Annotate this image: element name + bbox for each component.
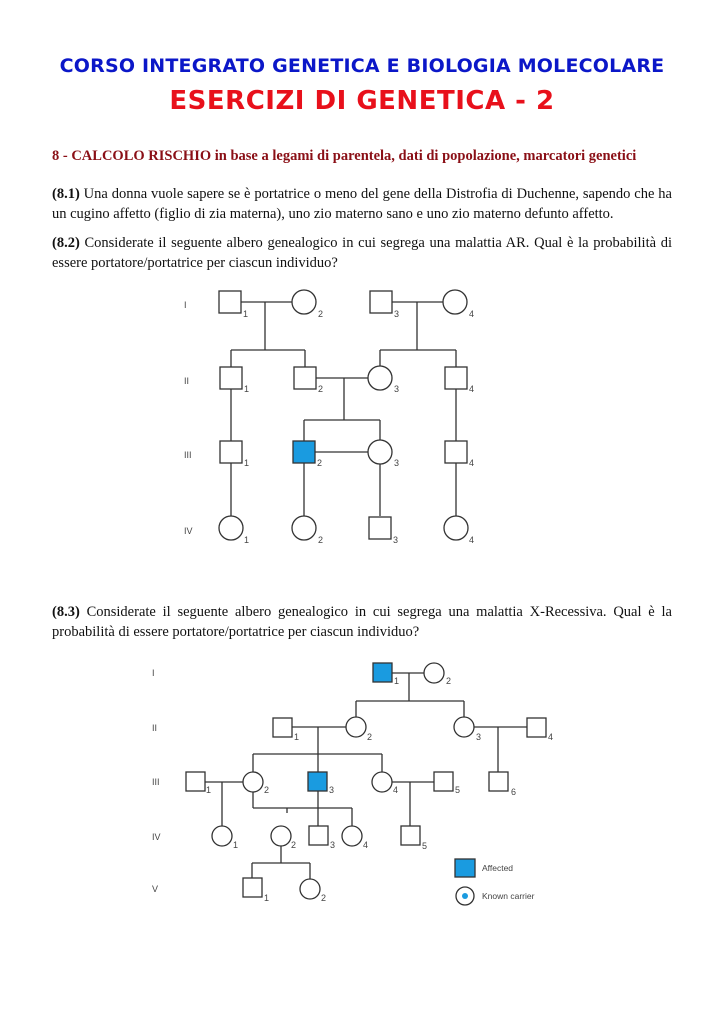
- individual-number: 3: [476, 732, 482, 742]
- pedigree-female: [424, 663, 444, 683]
- pedigree-male: [309, 826, 328, 845]
- legend-carrier-label: Known carrier: [482, 891, 535, 901]
- pedigree-male: [243, 878, 262, 897]
- individual-number: 3: [393, 535, 399, 545]
- individual-number: 3: [330, 840, 336, 850]
- legend-affected-label: Affected: [482, 863, 514, 873]
- exercise-text: Considerate il seguente albero genealogico in cui segrega una malattia AR. Qual è la probabilità di essere portatore/portatrice per ciascun individuo?: [52, 235, 672, 271]
- individual-number: 6: [511, 787, 517, 797]
- pedigree-male: [527, 718, 546, 737]
- individual-number: 3: [394, 309, 400, 319]
- generation-label: I: [152, 668, 155, 678]
- individual-number: 1: [243, 309, 249, 319]
- generation-label: II: [152, 723, 158, 733]
- individual-number: 3: [394, 458, 400, 468]
- pedigree-female: [454, 717, 474, 737]
- generation-label: IV: [184, 526, 193, 536]
- individual-number: 4: [548, 732, 554, 742]
- individual-number: 4: [469, 309, 475, 319]
- section-heading: 8 - CALCOLO RISCHIO in base a legami di parentela, dati di popolazione, marcatori genetici: [52, 148, 637, 164]
- pedigree-female: [271, 826, 291, 846]
- generation-label: III: [152, 777, 160, 787]
- pedigree-male: [273, 718, 292, 737]
- pedigree-affected-male: [373, 663, 392, 682]
- individual-number: 2: [264, 785, 270, 795]
- individual-number: 2: [318, 384, 324, 394]
- individual-number: 2: [446, 676, 452, 686]
- individual-number: 2: [318, 309, 324, 319]
- exercise-text: Considerate il seguente albero genealogico in cui segrega una malattia X-Recessiva. Qual è la probabilità di essere portatore/portatrice per ciascun individuo?: [52, 604, 672, 640]
- pedigree-female: [300, 879, 320, 899]
- individual-number: 5: [455, 785, 461, 795]
- exercise-number: (8.3): [52, 604, 80, 620]
- generation-label: I: [184, 300, 187, 310]
- pedigree-female: [346, 717, 366, 737]
- individual-number: 2: [321, 893, 327, 903]
- generation-label: V: [152, 884, 159, 894]
- pedigree-male: [489, 772, 508, 791]
- individual-number: 1: [233, 840, 239, 850]
- exercise-number: (8.1): [52, 186, 80, 202]
- exercise-number: (8.2): [52, 235, 80, 251]
- individual-number: 3: [329, 785, 335, 795]
- individual-number: 1: [206, 785, 212, 795]
- generation-label: IV: [152, 832, 161, 842]
- legend-carrier-dot: [462, 893, 468, 899]
- generation-label: III: [184, 450, 192, 460]
- individual-number: 1: [244, 384, 250, 394]
- individual-number: 2: [317, 458, 323, 468]
- pedigree-female: [212, 826, 232, 846]
- individual-number: 1: [294, 732, 300, 742]
- pedigree-male: [401, 826, 420, 845]
- legend-affected-swatch: [455, 859, 475, 877]
- pedigree-male: [186, 772, 205, 791]
- individual-number: 3: [394, 384, 400, 394]
- individual-number: 1: [394, 676, 400, 686]
- individual-number: 2: [318, 535, 324, 545]
- pedigree-female: [342, 826, 362, 846]
- individual-number: 1: [264, 893, 270, 903]
- individual-number: 1: [244, 458, 250, 468]
- individual-number: 4: [393, 785, 399, 795]
- page-title: ESERCIZI DI GENETICA - 2: [169, 86, 555, 116]
- pedigree-female: [243, 772, 263, 792]
- individual-number: 1: [244, 535, 250, 545]
- individual-number: 2: [291, 840, 297, 850]
- pedigree-affected-male: [308, 772, 327, 791]
- individual-number: 4: [469, 458, 475, 468]
- pedigree-male: [434, 772, 453, 791]
- generation-label: II: [184, 376, 190, 386]
- individual-number: 4: [469, 384, 475, 394]
- individual-number: 5: [422, 841, 428, 851]
- individual-number: 2: [367, 732, 373, 742]
- exercise-text: Una donna vuole sapere se è portatrice o meno del gene della Distrofia di Duchenne, sapendo che ha un cugino affetto (figlio di zia materna), uno zio materno sano e uno zio materno defunto affetto.: [52, 186, 672, 222]
- individual-number: 4: [469, 535, 475, 545]
- pedigree-female: [372, 772, 392, 792]
- individual-number: 4: [363, 840, 369, 850]
- course-title: CORSO INTEGRATO GENETICA E BIOLOGIA MOLECOLARE: [59, 55, 665, 77]
